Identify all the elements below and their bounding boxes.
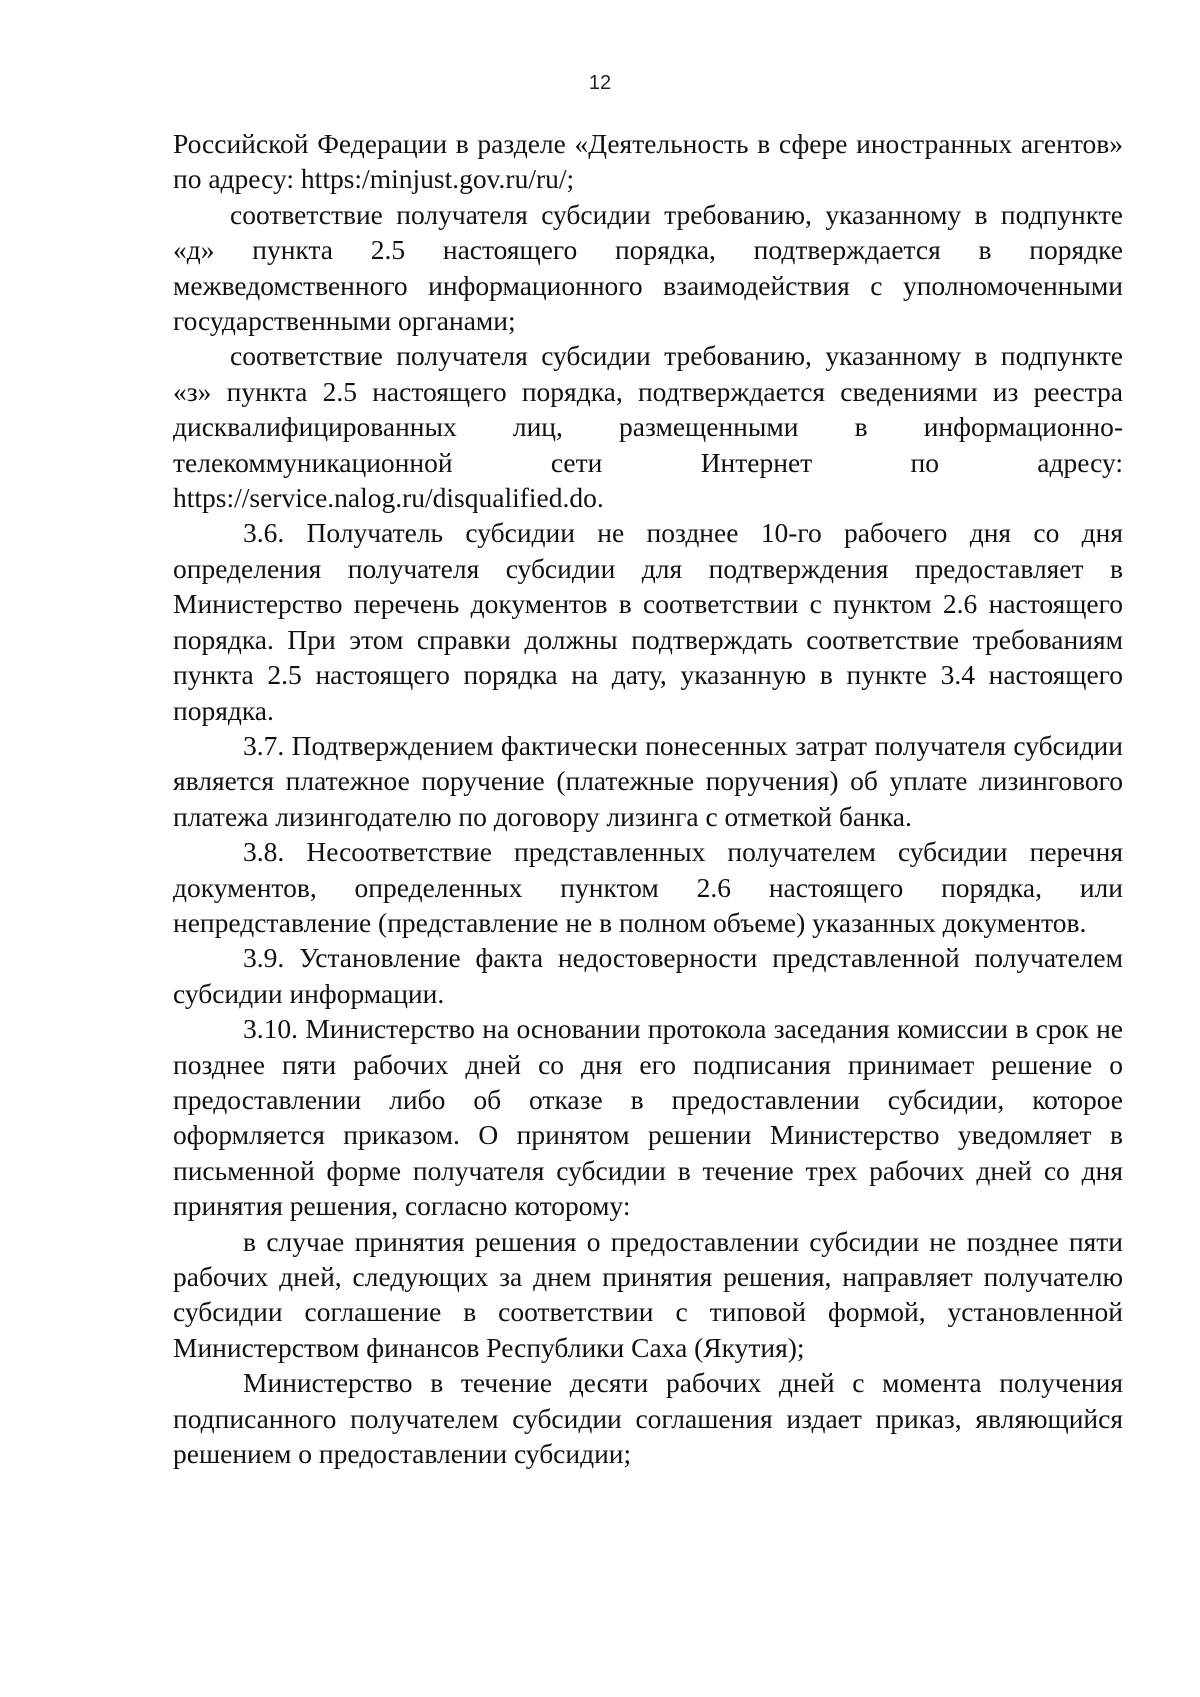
paragraph-subpoint-d: соответствие получателя субсидии требованию, указанному в подпункте «д» пункта 2.5 настоящего порядка, подтверждается в порядке межведомственного информационного взаимодействия с уполномоченными государственными органами; <box>173 198 1123 337</box>
page-number: 12 <box>588 72 612 94</box>
paragraph-foreign-agents-registry: Российской Федерации в разделе «Деятельность в сфере иностранных агентов» по адресу: https:/minjust.gov.ru/ru/; <box>173 128 1123 195</box>
paragraph-order-issuance: Министерство в течение десяти рабочих дней с момента получения подписанного получателем субсидии соглашения издает приказ, являющийся решением о предоставлении субсидии; <box>173 1367 1123 1470</box>
paragraph-agreement-sending: в случае принятия решения о предоставлении субсидии не позднее пяти рабочих дней, следующих за днем принятия решения, направляет получателю субсидии соглашение в соответствии с типовой формой, установленной Министерством финансов Республики Саха (Якутия); <box>173 1225 1123 1363</box>
paragraph-3-10: 3.10. Министерство на основании протокола заседания комиссии в срок не позднее пяти рабочих дней со дня его подписания принимает решение о предоставлении либо об отказе в предоставлении субсидии, которое оформляется приказом. О принятом решении Министерство уведомляет в письменной форме получателя субсидии в течение трех рабочих дней со дня принятия решения, согласно которому: <box>173 1013 1123 1222</box>
paragraph-subpoint-z: соответствие получателя субсидии требованию, указанному в подпункте «з» пункта 2.5 настоящего порядка, подтверждается сведениями из реестра дисквалифицированных лиц, размещенными в информационно-телекоммуникационной сети Интернет по адресу: https://service.nalog.ru/disqualified.do. <box>173 340 1123 514</box>
paragraph-3-9: 3.9. Установление факта недостоверности представленной получателем субсидии информации. <box>173 942 1123 1009</box>
document-body <box>173 126 1123 1471</box>
paragraph-3-6: 3.6. Получатель субсидии не позднее 10-го рабочего дня со дня определения получателя субсидии для подтверждения предоставляет в Министерство перечень документов в соответствии с пунктом 2.6 настоящего порядка. При этом справки должны подтверждать соответствие требованиям пункта 2.5 настоящего порядка на дату, указанную в пункте 3.4 настоящего порядка. <box>173 517 1123 726</box>
paragraph-3-8: 3.8. Несоответствие представленных получателем субсидии перечня документов, определенных пунктом 2.6 настоящего порядка, или непредставление (представление не в полном объеме) указанных документов. <box>173 836 1123 938</box>
paragraph-3-7: 3.7. Подтверждением фактически понесенных затрат получателя субсидии является платежное поручение (платежные поручения) об уплате лизингового платежа лизингодателю по договору лизинга с отметкой банка. <box>173 729 1123 832</box>
